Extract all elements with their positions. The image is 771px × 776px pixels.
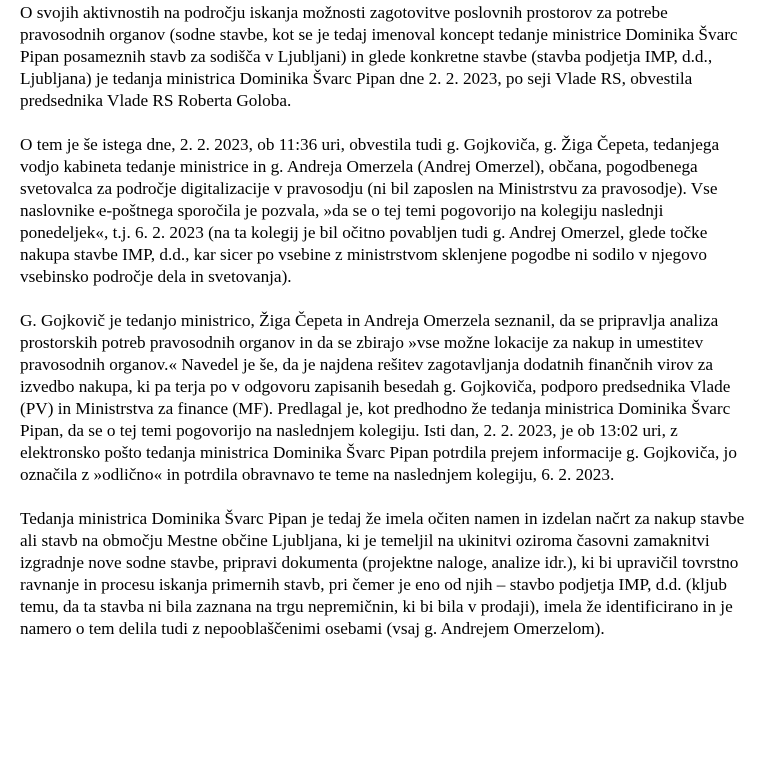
paragraph-email-same-day: O tem je še istega dne, 2. 2. 2023, ob 11:36 uri, obvestila tudi g. Gojkoviča, g. Žiga Čepeta, tedanjega vodjo kabineta tedanje ministrice in g. Andreja Omerzela (Andrej Omerzel), občana, pogodbenega svetovalca za področje digitalizacije v pravosodju (ni bil zaposlen na Ministrstvu za pravosodje). Vse naslovnike e-poštnega sporočila je pozvala, »da se o tej temi pogovorijo na kolegiju naslednji ponedeljek«, t.j. 6. 2. 2023 (na ta kolegij je bil očitno povabljen tudi g. Andrej Omerzel, glede točke nakupa stavbe IMP, d.d., kar sicer po vsebine z ministrstvom sklenjene pogodbe ni sodilo v njegovo vsebinsko področje dela in svetovanja). [20, 135, 720, 286]
paragraph-minister-intent: Tedanja ministrica Dominika Švarc Pipan je tedaj že imela očiten namen in izdelan načrt za nakup stavbe ali stavb na območju Mestne občine Ljubljana, ki je temeljil na ukinitvi oziroma časovni zamaknitvi izgradnje nove sodne stavbe, pripravi dokumenta (projektne naloge, analize idr.), ki bi upravičil tovrstno ravnanje in procesu iskanja primernih stavb, pri čemer je eno od njih – stavbo podjetja IMP, d.d. (kljub temu, da ta stavba ni bila zaznana na trgu nepremičnin, ki bi bila v prodaji), imela že identificirano in je namero o tem delila tudi z nepooblaščenimi osebami (vsaj g. Andrejem Omerzelom). [20, 509, 745, 638]
paragraph-activities-notice: O svojih aktivnostih na področju iskanja možnosti zagotovitve poslovnih prostorov za potrebe pravosodnih organov (sodne stavbe, kot se je tedaj imenoval koncept tedanje ministrice Dominika Švarc Pipan posameznih stavb za sodišča v Ljubljani) in glede konkretne stavbe (stavba podjetja IMP, d.d., Ljubljana) je tedanja ministrica Dominika Švarc Pipan dne 2. 2. 2023, po seji Vlade RS, obvestila predsednika Vlade RS Roberta Goloba. [20, 3, 738, 110]
paragraph-gojkovic-briefing: G. Gojkovič je tedanjo ministrico, Žiga Čepeta in Andreja Omerzela seznanil, da se pripravlja analiza prostorskih potreb pravosodnih organov in da se zbirajo »vse možne lokacije za nakup in umestitev pravosodnih organov.« Navedel je še, da je najdena rešitev zagotavljanja dodatnih finančnih virov za izvedbo nakupa, ki pa terja po v odgovoru zapisanih besedah g. Gojkoviča, podporo predsednika Vlade (PV) in Ministrstva za finance (MF). Predlagal je, kot predhodno že tedanja ministrica Dominika Švarc Pipan, da se o tej temi pogovorijo na naslednjem kolegiju. Isti dan, 2. 2. 2023, je ob 13:02 uri, z elektronsko pošto tedanja ministrica Dominika Švarc Pipan potrdila prejem informacije g. Gojkoviča, jo označila z »odlično« in potrdila obravnavo te teme na naslednjem kolegiju, 6. 2. 2023. [20, 311, 737, 484]
